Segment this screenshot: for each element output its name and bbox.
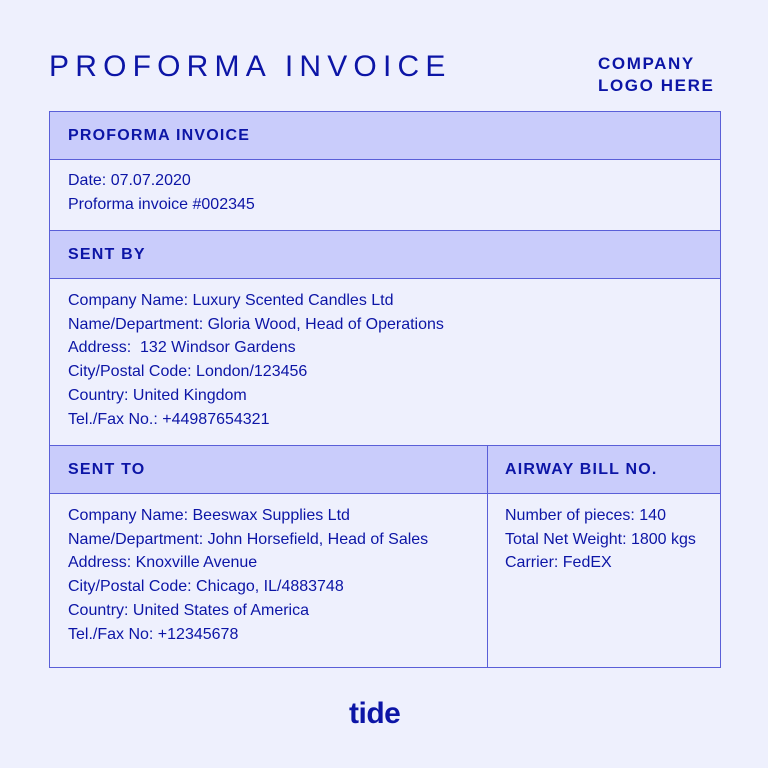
airway-details [488,494,720,667]
detail-line: Tel./Fax No.: +44987654321 [68,410,270,428]
detail-line: City/Postal Code: London/123456 [68,363,308,381]
tide-logo: tide [349,697,401,730]
airway-section [488,446,720,667]
detail-line: Country: United Kingdom [68,386,247,404]
detail-line: Company Name: Beeswax Supplies Ltd [68,507,350,524]
sent-by-details [50,279,720,446]
sent-to-details [50,494,487,667]
airway-header: AIRWAY BILL NO. [488,446,720,494]
sent-to-section [50,446,488,667]
detail-line: Tel./Fax No: +12345678 [68,625,239,643]
detail-line: Number of pieces: 140 [505,507,666,524]
logo-line: LOGO HERE [598,76,715,95]
page-title: PROFORMA INVOICE [49,50,452,83]
detail-line: Name/Department: Gloria Wood, Head of Operations [68,315,444,333]
detail-line: Carrier: FedEX [505,554,612,572]
detail-line: Address: Knoxville Avenue [68,554,258,572]
detail-line: Total Net Weight: 1800 kgs [505,530,696,548]
company-logo-placeholder [598,53,714,97]
detail-line: Name/Department: John Horsefield, Head of Sales [68,530,429,548]
sent-to-row [50,446,720,667]
sent-by-header: SENT BY [50,231,720,279]
invoice-details [50,160,720,231]
sent-to-header: SENT TO [50,446,487,494]
invoice-date: Date: 07.07.2020 [68,172,191,189]
invoice-table [49,111,721,668]
invoice-header: PROFORMA INVOICE [50,112,720,160]
detail-line: Country: United States of America [68,601,309,619]
detail-line: City/Postal Code: Chicago, IL/4883748 [68,578,344,596]
detail-line: Address: 132 Windsor Gardens [68,339,296,357]
logo-line: COMPANY [598,54,695,73]
detail-line: Company Name: Luxury Scented Candles Ltd [68,292,394,309]
invoice-number: Proforma invoice #002345 [68,195,255,213]
